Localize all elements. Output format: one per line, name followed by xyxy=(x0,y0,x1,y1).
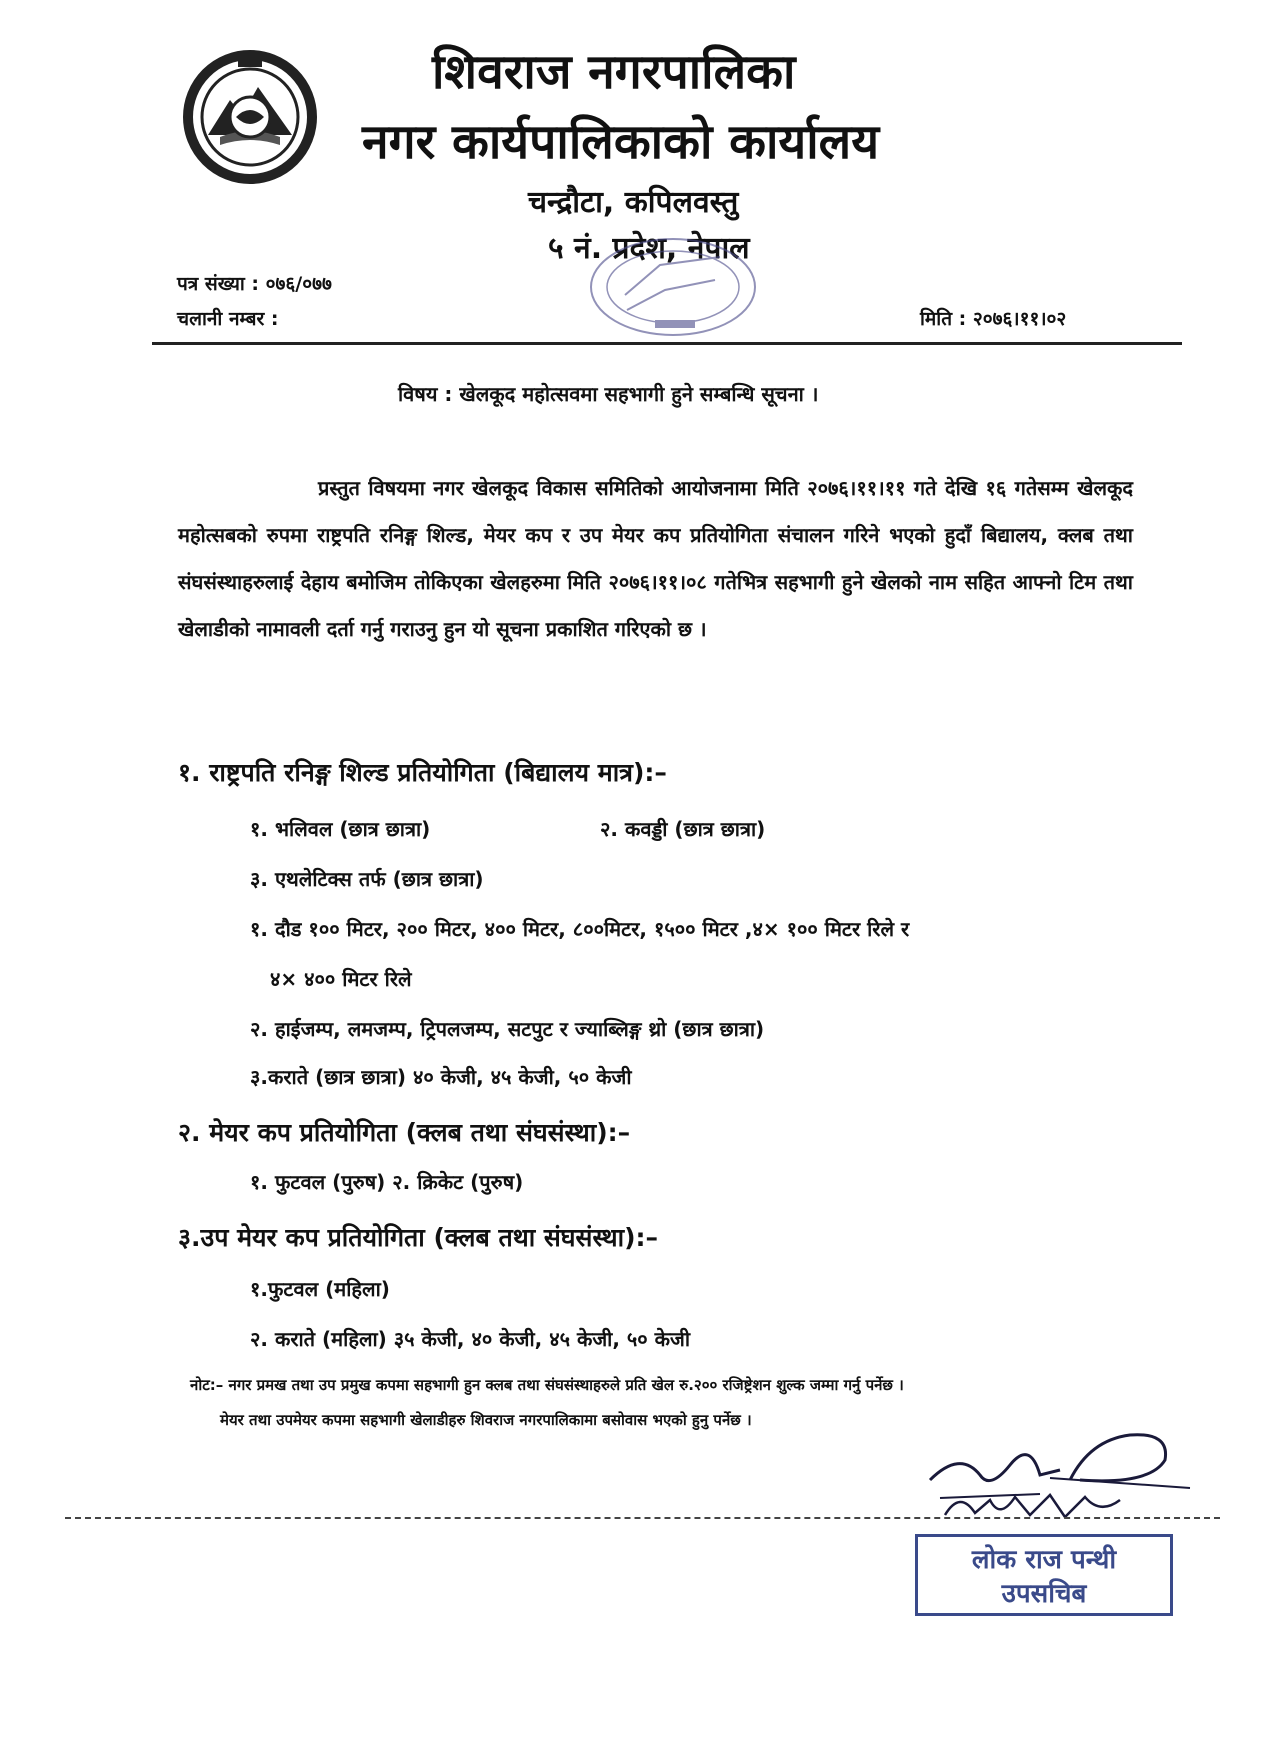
s1-item-athletics: ३. एथलेटिक्स तर्फ (छात्र छात्रा) xyxy=(250,867,484,891)
s1-item-race: १. दौड १०० मिटर, २०० मिटर, ४०० मिटर, ८००मिटर, १५०० मिटर ,४× १०० मिटर रिले र xyxy=(250,917,910,941)
s1-item-volleyball: १. भलिवल (छात्र छात्रा) xyxy=(250,817,431,841)
body-paragraph: प्रस्तुत विषयमा नगर खेलकूद विकास समितिको आयोजनामा मिति २०७६।११।११ गते देखि १६ गतेसम्म खेलकूद महोत्सबको रुपमा राष्ट्रपति रनिङ्ग शिल्ड, मेयर कप र उप मेयर कप प्रतियोगिता संचालन गरिने भएको हुदाँ बिद्यालय, क्लब तथा संघसंस्थाहरुलाई देहाय बमोजिम तोकिएका खेलहरुमा मिति २०७६।११।०८ गतेभित्र सहभागी हुने खेलको नाम सहित आफ्नो टिम तथा खेलाडीको नामावली दर्ता गर्नु गराउनु हुन यो सूचना प्रकाशित गरिएको छ । xyxy=(178,476,1133,641)
dispatch-number: चलानी नम्बर : xyxy=(177,308,279,330)
section-3-title: ३.उप मेयर कप प्रतियोगिता (क्लब तथा संघसंस्था):– xyxy=(178,1223,659,1252)
office-subtitle-heading: नगर कार्यपालिकाको कार्यालय xyxy=(362,114,880,170)
s1-item-relay: ४× ४०० मिटर रिले xyxy=(270,967,412,991)
section-2-title: २. मेयर कप प्रतियोगिता (क्लब तथा संघसंस्था):– xyxy=(178,1118,631,1147)
stamp-officer-title: उपसचिब xyxy=(1001,1579,1087,1609)
section-1-title: १. राष्ट्रपति रनिङ्ग शिल्ड प्रतियोगिता (बिद्यालय मात्र):– xyxy=(178,758,667,787)
letter-number: पत्र संख्या : ०७६/०७७ xyxy=(177,273,332,295)
nepal-emblem-logo xyxy=(180,45,320,185)
handwritten-date xyxy=(940,1485,1140,1525)
office-address-line2: ५ नं. प्रदेश, नेपाल xyxy=(548,231,750,266)
office-address-line1: चन्द्रौटा, कपिलवस्तु xyxy=(528,185,739,220)
cut-dashed-line xyxy=(65,1517,1220,1519)
office-seal-stamp xyxy=(585,235,760,340)
office-name-heading: शिवराज नगरपालिका xyxy=(432,44,796,100)
letter-date: मिति : २०७६।११।०२ xyxy=(920,308,1067,330)
subject-line: विषय : खेलकूद महोत्सवमा सहभागी हुने सम्बन्धि सूचना । xyxy=(398,382,819,406)
s2-item-football-cricket: १. फुटवल (पुरुष) २. क्रिकेट (पुरुष) xyxy=(250,1170,524,1194)
officer-name-stamp xyxy=(915,1534,1173,1616)
header-divider xyxy=(152,342,1182,345)
s1-item-kabaddi: २. कवड्डी (छात्र छात्रा) xyxy=(600,817,766,841)
s1-item-karate: ३.कराते (छात्र छात्रा) ४० केजी, ४५ केजी, ५० केजी xyxy=(250,1065,632,1089)
s1-item-jumps: २. हाईजम्प, लमजम्प, ट्रिपलजम्प, सटपुट र ज्याब्लिङ्ग थ्रो (छात्र छात्रा) xyxy=(250,1017,765,1041)
s3-item-football: १.फुटवल (महिला) xyxy=(250,1277,390,1301)
note-line-1: नोट:– नगर प्रमख तथा उप प्रमुख कपमा सहभागी हुन क्लब तथा संघसंस्थाहरुले प्रति खेल रु.२०० रजिष्ट्रेशन शुल्क जम्मा गर्नु पर्नेछ । xyxy=(190,1376,904,1394)
stamp-officer-name: लोक राज पन्थी xyxy=(971,1545,1117,1575)
s3-item-karate: २. कराते (महिला) ३५ केजी, ४० केजी, ४५ केजी, ५० केजी xyxy=(250,1327,691,1351)
note-line-2: मेयर तथा उपमेयर कपमा सहभागी खेलाडीहरु शिवराज नगरपालिकामा बसोवास भएको हुनु पर्नेछ । xyxy=(220,1411,752,1429)
